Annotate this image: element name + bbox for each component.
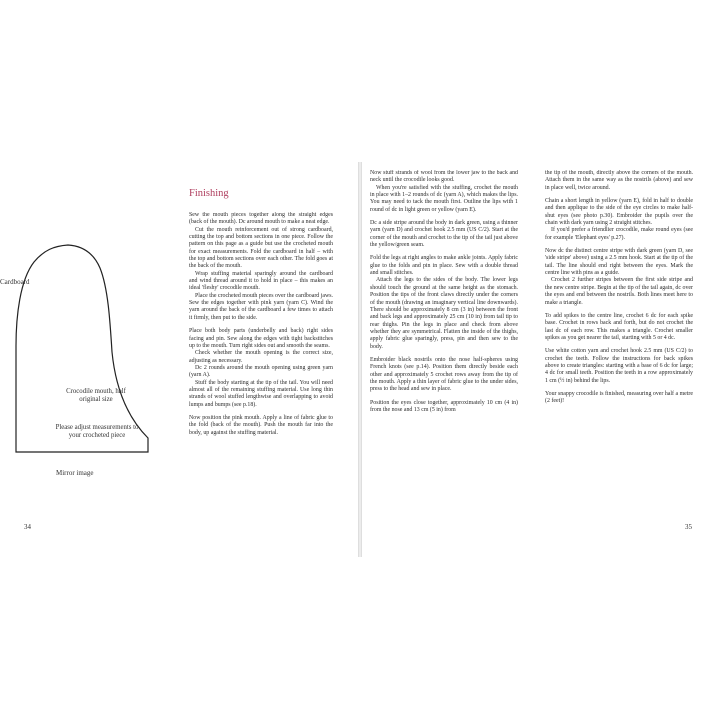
book-spread [0, 162, 720, 557]
paragraph: Stuff the body starting at the tip of the tail. You will need almost all of the remaining stuffing material. Use long thin strands of wool stuffed lengthwise and overlapping to avoid lumps and bumps (see p.18). [189, 379, 333, 408]
paragraph: Now position the pink mouth. Apply a line of fabric glue to the fold (back of the mouth). Push the mouth far into the body, up against the stuffing material. [189, 414, 333, 436]
paragraph: Now stuff strands of wool from the lower jaw to the back and neck until the crocodile looks good. [370, 170, 518, 184]
paragraph: Dc 2 rounds around the mouth opening using green yarn (yarn A). [189, 364, 333, 379]
paragraph: Use white cotton yarn and crochet hook 2.5 mm (US C/2) to crochet the teeth. Follow the instructions for back spikes above to create triangles: starting with a base of 6 dc for large; 4 dc for small teeth. Position the teeth in a row approximately 1 cm (½ in) behind the lips. [545, 348, 693, 384]
paragraph: Dc a side stripe around the body in dark green, using a thinner yarn (yarn D) and crochet hook 2.5 mm (US C/2). Start at the corner of the mouth and crochet to the tip of the tail just above the yellow/green seam. [370, 220, 518, 249]
paragraph: Check whether the mouth opening is the correct size, adjusting as necessary. [189, 350, 333, 364]
section-heading: Finishing [189, 188, 229, 199]
cardboard-label: Cardboard [0, 278, 30, 286]
paragraph: Wrap stuffing material sparingly around the cardboard and wind thread around it to hold in place – this makes an ideal 'fleshy' crocodile mouth. [189, 270, 333, 292]
right-page [362, 162, 720, 557]
paragraph: Now dc the distinct centre stripe with dark green (yarn D, see 'side stripe' above) using a 2.5 mm hook. Start at the tip of the tail. The line should end right between the eyes. Mark the centre line with pins as a guide. [545, 248, 693, 277]
page-number-left: 34 [24, 523, 31, 531]
right-text-column-b [545, 170, 693, 532]
mirror-image-label: Mirror image [56, 469, 94, 477]
template-note: Please adjust measurements to your crocheted piece [55, 424, 139, 440]
right-text-column-a [370, 170, 518, 532]
left-text-column [189, 212, 333, 532]
paragraph: Fold the legs at right angles to make ankle joints. Apply fabric glue to the folds and pin in place. Sew with a double thread and small stitches. [370, 255, 518, 277]
paragraph: Embroider black nostrils onto the nose half-spheres using French knots (see p.14). Position them directly beside each other and approximately 5 crochet rows away from the tip of the mouth. Apply a thin layer of fabric glue to the under sides, press to the head and sew in place. [370, 356, 518, 393]
paragraph: Your snappy crocodile is finished, measuring over half a metre (2 feet)! [545, 390, 693, 405]
paragraph: Cut the mouth reinforcement out of strong cardboard, cutting the top and bottom sections in one piece. Follow the pattern on this page as a guide but use the crocheted mouth for exact measurements. Fold the cardboard in half – with the top and bottom sections over each other. The fold goes at the back of the mouth. [189, 226, 333, 270]
page-number-right: 35 [685, 523, 692, 531]
paragraph: When you're satisfied with the stuffing, crochet the mouth in place with 1–2 rounds of dc (yarn A), which makes the lips. You may need to tack the mouth first. Outline the lips with 1 round of dc in light green or yellow (yarn E). [370, 184, 518, 213]
paragraph: the tip of the mouth, directly above the corners of the mouth. Attach them in the same way as the nostrils (above) and sew in place well, twice around. [545, 170, 693, 191]
paragraph: Sew the mouth pieces together along the straight edges (back of the mouth). Dc around mouth to make a neat edge. [189, 212, 333, 226]
paragraph: Chain a short length in yellow (yarn E), fold in half to double and then applique to the side of the eye circles to make half-shut eyes (see photo p.30). Embroider the pupils over the chain with dark yarn using 2 straight stitches. [545, 198, 693, 227]
template-title: Crocodile mouth, half original size [66, 388, 126, 404]
paragraph: Attach the legs to the sides of the body. The lower legs should touch the ground at the same height as the stomach. Position the tips of the front claws directly under the corners of the mouth (drawing an imaginary vertical line downwards). There should be approximately 8 cm (3 in) between the front and back legs and approximately 25 cm (10 in) from tail tip to rear thighs. Pin the legs in place and check from above whether they are symmetrical. Flatten the inside of the thighs, apply fabric glue sparingly, press, pin and then sew to the body. [370, 277, 518, 350]
paragraph: Position the eyes close together, approximately 10 cm (4 in) from the nose and 13 cm (5 in) from [370, 399, 518, 413]
paragraph: To add spikes to the centre line, crochet 6 dc for each spike base. Crochet in rows back and forth, but do not crochet the last dc of each row. This makes a triangle. Crochet smaller spikes as you get nearer the tail, starting with 5 or 4 dc. [545, 312, 693, 341]
paragraph: Place the crocheted mouth pieces over the cardboard jaws. Sew the edges together with pink yarn (yarn C). Wind the yarn around the back of the cardboard a few times to attach it firmly, then put to the side. [189, 292, 333, 321]
paragraph: Crochet 2 further stripes between the first side stripe and the new centre stripe. Begin at the tip of the tail again, dc over the eyes and end between the nostrils. Both lines meet here to make a triangle. [545, 277, 693, 306]
left-page [0, 162, 358, 557]
paragraph: Place both body parts (underbelly and back) right sides facing and pin. Sew along the edges with tight backstitches up to the mouth. Turn right sides out and smooth the seams. [189, 328, 333, 349]
paragraph: If you'd prefer a friendlier crocodile, make round eyes (see for example 'Elephant eyes' p.27). [545, 227, 693, 241]
